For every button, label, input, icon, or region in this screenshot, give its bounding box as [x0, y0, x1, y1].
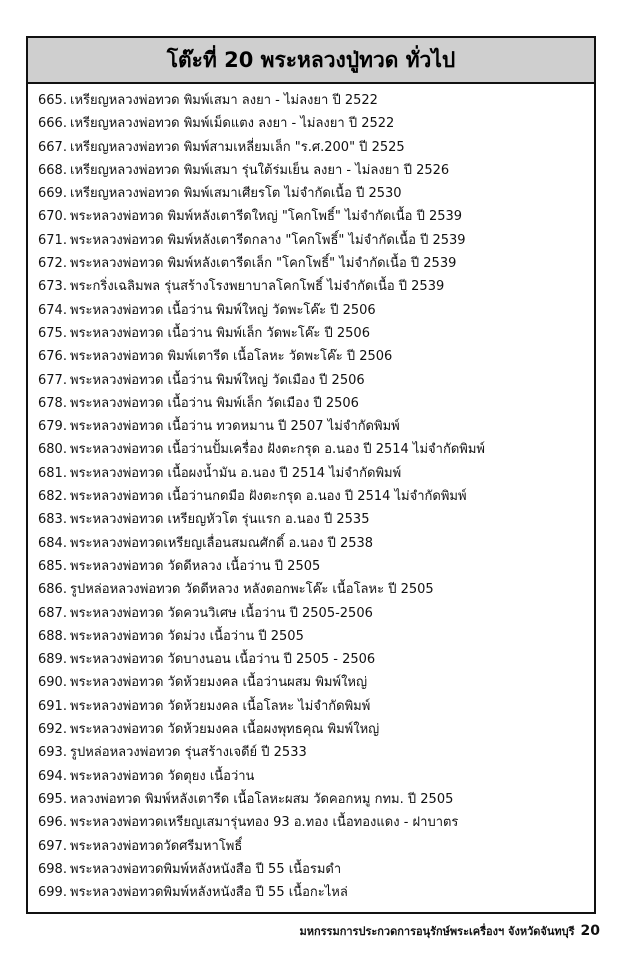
list-item — [38, 835, 586, 858]
list-item — [38, 811, 586, 834]
item-number: 697. — [38, 838, 67, 854]
item-number: 682. — [38, 489, 67, 505]
item-number: 677. — [38, 372, 67, 388]
item-text: หลวงพ่อทวด พิมพ์หลังเตารีด เนื้อโลหะผสม วัดคอกหมู กทม. ปี 2505 — [70, 791, 454, 807]
item-number: 683. — [38, 512, 67, 528]
list-item — [38, 462, 586, 485]
item-number: 690. — [38, 675, 67, 691]
list-item — [38, 89, 586, 112]
item-text: พระหลวงพ่อทวดพิมพ์หลังหนังสือ ปี 55 เนื้อกะไหล่ — [70, 885, 348, 901]
item-text: รูปหล่อหลวงพ่อทวด รุ่นสร้างเจดีย์ ปี 2533 — [70, 745, 307, 761]
list-item — [38, 229, 586, 252]
list-item — [38, 555, 586, 578]
list-item — [38, 322, 586, 345]
item-text: พระหลวงพ่อทวด เนื้อว่าน ทวดหมาน ปี 2507 ไม่จำกัดพิมพ์ — [70, 419, 400, 435]
item-number: 684. — [38, 535, 67, 551]
item-text: พระหลวงพ่อทวด เนื้อว่าน พิมพ์เล็ก วัดพะโค๊ะ ปี 2506 — [70, 325, 370, 341]
list-item — [38, 345, 586, 368]
list-item — [38, 415, 586, 438]
item-list-box — [26, 84, 596, 914]
list-item — [38, 881, 586, 904]
list-item — [38, 182, 586, 205]
list-item — [38, 136, 586, 159]
item-list — [38, 89, 586, 904]
item-number: 666. — [38, 116, 67, 132]
item-text: พระหลวงพ่อทวด พิมพ์หลังเตารีดกลาง "โคกโพธิ์" ไม่จำกัดเนื้อ ปี 2539 — [70, 232, 466, 248]
list-item — [38, 438, 586, 461]
item-number: 672. — [38, 256, 67, 272]
item-text: พระหลวงพ่อทวด พิมพ์หลังเตารีดใหญ่ "โคกโพธิ์" ไม่จำกัดเนื้อ ปี 2539 — [70, 209, 463, 225]
list-item — [38, 602, 586, 625]
item-number: 681. — [38, 465, 67, 481]
item-text: พระหลวงพ่อทวด เหรียญหัวโต รุ่นแรก อ.นอง ปี 2535 — [70, 512, 370, 528]
item-number: 688. — [38, 628, 67, 644]
item-number: 671. — [38, 232, 67, 248]
list-item — [38, 299, 586, 322]
item-number: 670. — [38, 209, 67, 225]
list-item — [38, 741, 586, 764]
list-item — [38, 159, 586, 182]
item-number: 676. — [38, 349, 67, 365]
item-number: 673. — [38, 279, 67, 295]
item-number: 669. — [38, 186, 67, 202]
item-number: 668. — [38, 162, 67, 178]
item-text: เหรียญหลวงพ่อทวด พิมพ์สามเหลี่ยมเล็ก "ร.ศ.200" ปี 2525 — [70, 139, 405, 155]
list-item — [38, 508, 586, 531]
item-text: พระหลวงพ่อทวด พิมพ์เตารีด เนื้อโลหะ วัดพะโค๊ะ ปี 2506 — [70, 349, 393, 365]
list-item — [38, 765, 586, 788]
item-text: พระหลวงพ่อทวด เนื้อผงน้ำมัน อ.นอง ปี 2514 ไม่จำกัดพิมพ์ — [70, 465, 402, 481]
item-text: รูปหล่อหลวงพ่อทวด วัดดีหลวง หลังตอกพะโค๊ะ เนื้อโลหะ ปี 2505 — [70, 582, 434, 598]
item-text: พระหลวงพ่อทวด วัดดีหลวง เนื้อว่าน ปี 2505 — [70, 558, 321, 574]
list-item — [38, 532, 586, 555]
item-number: 695. — [38, 791, 67, 807]
list-item — [38, 369, 586, 392]
list-item — [38, 392, 586, 415]
page-title: โต๊ะที่ 20 พระหลวงปู่ทวด ทั่วไป — [166, 47, 456, 72]
item-text: พระหลวงพ่อทวด เนื้อว่าน พิมพ์เล็ก วัดเมือง ปี 2506 — [70, 395, 359, 411]
item-text: พระหลวงพ่อทวด เนื้อว่าน พิมพ์ใหญ่ วัดพะโค๊ะ ปี 2506 — [70, 302, 376, 318]
item-text: เหรียญหลวงพ่อทวด พิมพ์เม็ดแตง ลงยา - ไม่ลงยา ปี 2522 — [70, 116, 395, 132]
item-text: เหรียญหลวงพ่อทวด พิมพ์เสมา รุ่นใต้ร่มเย็น ลงยา - ไม่ลงยา ปี 2526 — [70, 162, 450, 178]
item-text: เหรียญหลวงพ่อทวด พิมพ์เสมาเศียรโต ไม่จำกัดเนื้อ ปี 2530 — [70, 186, 402, 202]
item-number: 667. — [38, 139, 67, 155]
item-number: 693. — [38, 745, 67, 761]
list-item — [38, 695, 586, 718]
item-number: 691. — [38, 698, 67, 714]
list-item — [38, 112, 586, 135]
list-item — [38, 671, 586, 694]
list-item — [38, 788, 586, 811]
item-number: 698. — [38, 861, 67, 877]
item-number: 675. — [38, 325, 67, 341]
page-footer — [0, 922, 600, 940]
item-number: 687. — [38, 605, 67, 621]
item-text: พระหลวงพ่อทวด วัดตุยง เนื้อว่าน — [70, 768, 255, 784]
list-item — [38, 718, 586, 741]
item-number: 686. — [38, 582, 67, 598]
item-text: พระหลวงพ่อทวดวัดศรีมหาโพธิ์ — [70, 838, 243, 854]
item-text: เหรียญหลวงพ่อทวด พิมพ์เสมา ลงยา - ไม่ลงยา ปี 2522 — [70, 93, 378, 108]
item-number: 685. — [38, 558, 67, 574]
item-text: พระหลวงพ่อทวด วัดบางนอน เนื้อว่าน ปี 2505 - 2506 — [70, 652, 376, 668]
table-title-box — [26, 36, 596, 84]
item-number: 680. — [38, 442, 67, 458]
list-item — [38, 625, 586, 648]
list-item — [38, 252, 586, 275]
item-text: พระหลวงพ่อทวดเหรียญเสมารุ่นทอง 93 อ.ทอง เนื้อทองแดง - ฝาบาตร — [70, 815, 459, 831]
footer-text: มหกรรมการประกวดการอนุรักษ์พระเครื่องฯ จังหวัดจันทบุรี — [299, 925, 575, 938]
item-text: พระหลวงพ่อทวด พิมพ์หลังเตารีดเล็ก "โคกโพธิ์" ไม่จำกัดเนื้อ ปี 2539 — [70, 256, 457, 272]
item-text: พระหลวงพ่อทวด วัดห้วยมงคล เนื้อว่านผสม พิมพ์ใหญ่ — [70, 675, 368, 691]
page-number: 20 — [580, 923, 600, 939]
item-number: 679. — [38, 419, 67, 435]
list-item — [38, 578, 586, 601]
item-text: พระหลวงพ่อทวด วัดม่วง เนื้อว่าน ปี 2505 — [70, 628, 304, 644]
item-text: พระหลวงพ่อทวดเหรียญเลื่อนสมณศักดิ์ อ.นอง ปี 2538 — [70, 535, 374, 551]
item-text: พระหลวงพ่อทวด วัดควนวิเศษ เนื้อว่าน ปี 2505-2506 — [70, 605, 373, 621]
item-number: 694. — [38, 768, 67, 784]
item-text: พระกริ่งเฉลิมพล รุ่นสร้างโรงพยาบาลโคกโพธิ์ ไม่จำกัดเนื้อ ปี 2539 — [70, 279, 445, 295]
item-number: 665. — [38, 93, 67, 108]
item-text: พระหลวงพ่อทวด เนื้อว่านปั้มเครื่อง ฝังตะกรุด อ.นอง ปี 2514 ไม่จำกัดพิมพ์ — [70, 442, 485, 458]
list-item — [38, 858, 586, 881]
item-text: พระหลวงพ่อทวด เนื้อว่านกดมือ ฝังตะกรุด อ.นอง ปี 2514 ไม่จำกัดพิมพ์ — [70, 489, 467, 505]
item-text: พระหลวงพ่อทวด เนื้อว่าน พิมพ์ใหญ่ วัดเมือง ปี 2506 — [70, 372, 365, 388]
item-number: 699. — [38, 885, 67, 901]
list-item — [38, 275, 586, 298]
item-number: 678. — [38, 395, 67, 411]
item-text: พระหลวงพ่อทวด วัดห้วยมงคล เนื้อโลหะ ไม่จำกัดพิมพ์ — [70, 698, 371, 714]
item-text: พระหลวงพ่อทวดพิมพ์หลังหนังสือ ปี 55 เนื้อรมดำ — [70, 861, 342, 877]
item-number: 692. — [38, 722, 67, 738]
item-number: 689. — [38, 652, 67, 668]
list-item — [38, 648, 586, 671]
item-number: 696. — [38, 815, 67, 831]
item-number: 674. — [38, 302, 67, 318]
list-item — [38, 205, 586, 228]
list-item — [38, 485, 586, 508]
item-text: พระหลวงพ่อทวด วัดห้วยมงคล เนื้อผงพุทธคุณ พิมพ์ใหญ่ — [70, 722, 380, 738]
